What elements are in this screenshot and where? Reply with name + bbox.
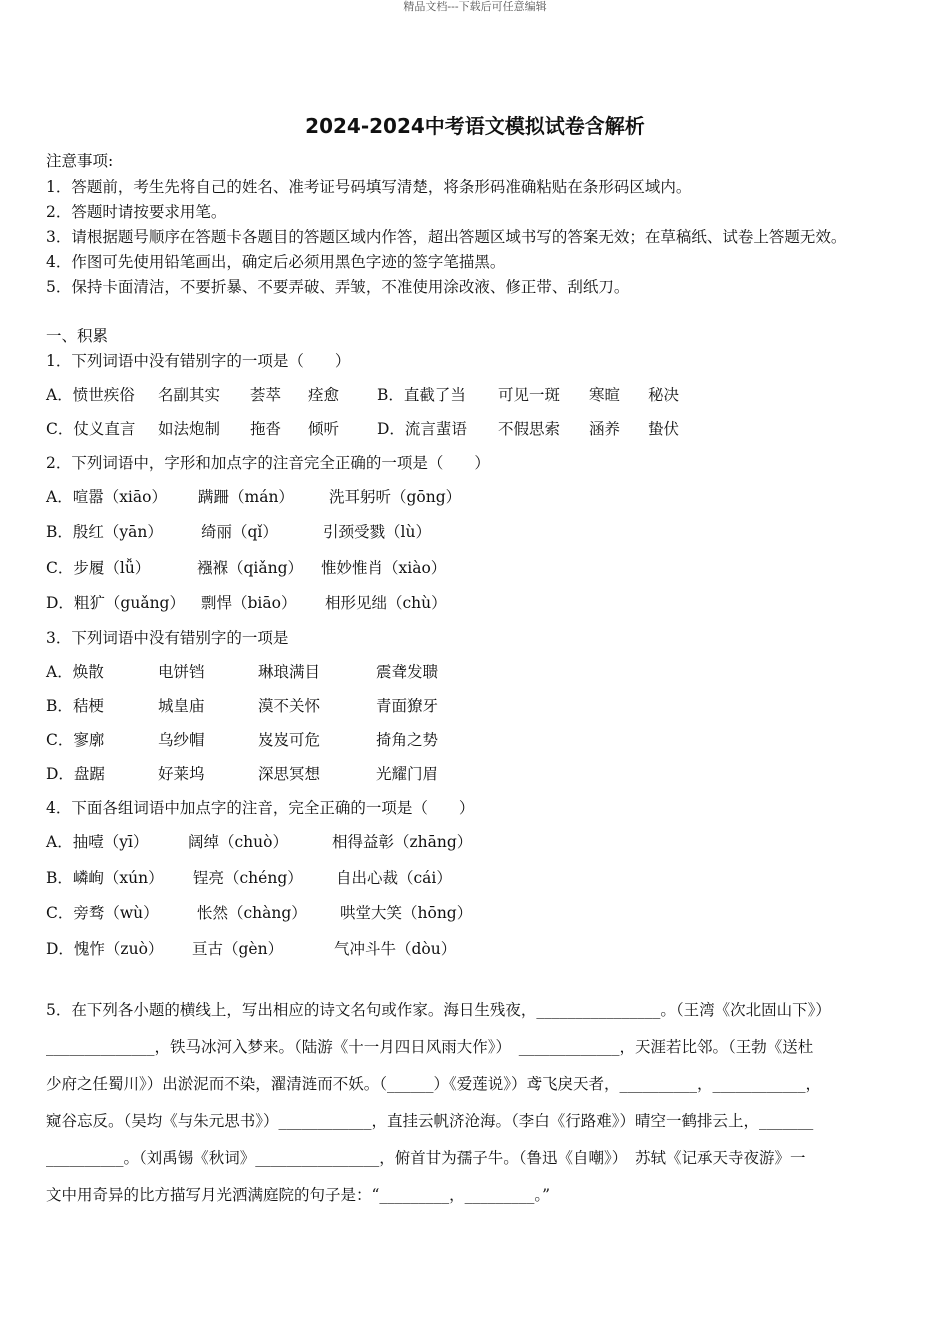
q3-word: 深思冥想 [258, 765, 321, 783]
q3-word: 电饼铛 [158, 663, 205, 681]
q5-line: 少府之任蜀川》）出淤泥而不染，濯清涟而不妖。（______）《爱莲说》）鸢飞戾天者，__________，____________， [46, 1075, 822, 1093]
q4-word: 自出心裁（cái） [336, 869, 452, 887]
q2-word: 洗耳躬听（gōng） [329, 488, 462, 506]
q1-option-a: A．愤世疾俗 [46, 386, 135, 404]
q3-option-a: A．焕散 [46, 663, 104, 681]
page-header: 精品文档---下载后可任意编辑 [403, 0, 547, 13]
q1-word: 倾听 [308, 420, 340, 438]
q1-word: 寒暄 [589, 386, 621, 404]
q4-word: 相得益彰（zhāng） [332, 833, 473, 851]
q3-word: 岌岌可危 [258, 731, 321, 749]
q3-option-b: B．秸梗 [46, 697, 104, 715]
q4-word: 锃亮（chéng） [193, 869, 303, 887]
q1-word: 痊愈 [308, 386, 340, 404]
q3-word: 掎角之势 [376, 731, 439, 749]
notice-heading: 注意事项: [46, 152, 114, 170]
q3-word: 乌纱帽 [158, 731, 205, 749]
q1-option-b: B．直截了当 [377, 386, 466, 404]
q5-line: 文中用奇异的比方描写月光洒满庭院的句子是：“_________，_________。” [46, 1186, 551, 1204]
q5-line: ______________，铁马冰河入梦来。（陆游《十一月四日风雨大作》） _____________，天涯若比邻。（王勃《送杜 [46, 1038, 814, 1056]
q2-word: 惟妙惟肖（xiào） [321, 559, 447, 577]
q3-option-c: C．寥廓 [46, 731, 105, 749]
q2-word: 蹒跚（mán） [198, 488, 294, 506]
q1-word: 秘决 [648, 386, 680, 404]
question-1-stem: 1．下列词语中没有错别字的一项是（ ） [46, 352, 351, 370]
q4-word: 气冲斗牛（dòu） [334, 940, 457, 958]
q4-option-c: C．旁骛（wù） [46, 904, 159, 922]
q2-word: 襁褓（qiǎng） [197, 559, 304, 577]
q4-word: 亘古（gèn） [192, 940, 284, 958]
q1-word: 蛰伏 [648, 420, 680, 438]
q2-option-b: B．殷红（yān） [46, 523, 163, 541]
notice-item: 1．答题前，考生先将自己的姓名、准考证号码填写清楚，将条形码准确粘贴在条形码区域内。 [46, 178, 692, 196]
q2-word: 绮丽（qǐ） [201, 523, 278, 541]
q1-word: 荟萃 [250, 386, 282, 404]
notice-item: 3．请根据题号顺序在答题卡各题目的答题区域内作答，超出答题区域书写的答案无效；在草稿纸、试卷上答题无效。 [46, 228, 847, 246]
section-heading: 一、积累 [46, 327, 109, 345]
q3-word: 城皇庙 [158, 697, 205, 715]
q4-word: 阔绰（chuò） [188, 833, 288, 851]
q1-word: 如法炮制 [158, 420, 221, 438]
notice-item: 5．保持卡面清洁，不要折暴、不要弄破、弄皱，不准使用涂改液、修正带、刮纸刀。 [46, 278, 630, 296]
q5-line: 窥谷忘反。（吴均《与朱元思书》）____________，直挂云帆济沧海。（李白《行路难》）晴空一鹤排云上，_______ [46, 1112, 814, 1130]
q3-word: 琳琅满目 [258, 663, 321, 681]
notice-item: 4．作图可先使用铅笔画出，确定后必须用黑色字迹的签字笔描黑。 [46, 253, 506, 271]
q2-word: 引颈受戮（lù） [323, 523, 431, 541]
question-2-stem: 2．下列词语中，字形和加点字的注音完全正确的一项是（ ） [46, 454, 490, 472]
q1-word: 不假思索 [498, 420, 561, 438]
q2-word: 相形见绌（chù） [325, 594, 447, 612]
q3-word: 好莱坞 [158, 765, 205, 783]
q2-option-d: D．粗犷（guǎng） [46, 594, 185, 612]
q1-word: 拖沓 [250, 420, 282, 438]
q1-word: 涵养 [589, 420, 621, 438]
page-title: 2024-2024中考语文模拟试卷含解析 [305, 114, 645, 138]
q1-option-d: D．流言蜚语 [377, 420, 467, 438]
q4-word: 怅然（chàng） [197, 904, 307, 922]
q2-option-a: A．喧嚣（xiāo） [46, 488, 167, 506]
notice-item: 2．答题时请按要求用笔。 [46, 203, 227, 221]
q1-option-c: C．仗义直言 [46, 420, 136, 438]
q1-word: 名副其实 [158, 386, 221, 404]
q4-option-b: B．嶙峋（xún） [46, 869, 164, 887]
q5-line: 5．在下列各小题的横线上，写出相应的诗文名句或作家。海日生残夜，________________。（王湾《次北固山下》） [46, 1001, 831, 1019]
q4-option-d: D．愧怍（zuò） [46, 940, 164, 958]
q5-line: __________。（刘禹锡《秋词》________________，俯首甘为孺子牛。（鲁迅《自嘲》） 苏轼《记承天寺夜游》一 [46, 1149, 806, 1167]
q2-option-c: C．步履（lǚ） [46, 559, 151, 577]
q2-word: 剽悍（biāo） [201, 594, 297, 612]
q4-word: 哄堂大笑（hōng） [340, 904, 473, 922]
q3-word: 光耀门眉 [376, 765, 439, 783]
q4-option-a: A．抽噎（yī） [46, 833, 149, 851]
q3-word: 青面獠牙 [376, 697, 439, 715]
q3-word: 震聋发聩 [376, 663, 439, 681]
question-3-stem: 3．下列词语中没有错别字的一项是 [46, 629, 289, 647]
q3-word: 漠不关怀 [258, 697, 321, 715]
q1-word: 可见一斑 [498, 386, 561, 404]
question-4-stem: 4．下面各组词语中加点字的注音，完全正确的一项是（ ） [46, 799, 475, 817]
q3-option-d: D．盘踞 [46, 765, 105, 783]
